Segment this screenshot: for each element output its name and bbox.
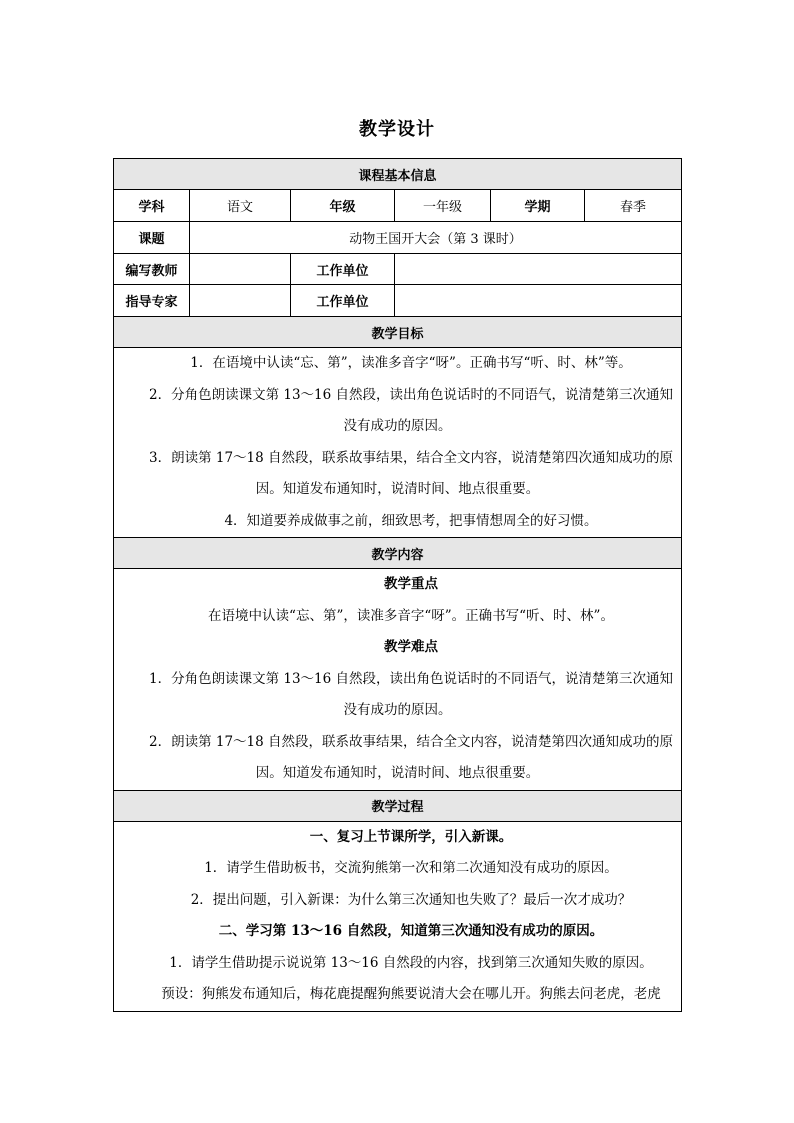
info-header: 课程基本信息 <box>114 159 682 190</box>
term-label: 学期 <box>491 190 585 222</box>
lesson-plan-table <box>113 158 682 1012</box>
process-header: 教学过程 <box>114 790 682 821</box>
objective-item: 3．朗读第 17～18 自然段，联系故事结果，结合全文内容，说清楚第四次通知成功的原因。知道发布通知时，说清时间、地点很重要。 <box>148 449 674 497</box>
document-title: 教学设计 <box>359 119 435 140</box>
key-points-label: 教学重点 <box>384 576 438 592</box>
content-header-row <box>114 538 682 569</box>
objectives-header-row <box>114 317 682 348</box>
info-row-subject <box>114 190 682 222</box>
process-item: 预设：狗熊发布通知后，梅花鹿提醒狗熊要说清大会在哪儿开。狗熊去问老虎，老虎 <box>161 986 661 1002</box>
process-section-title: 二、学习第 13～16 自然段，知道第三次通知没有成功的原因。 <box>218 923 604 939</box>
content-body <box>114 569 682 791</box>
objective-item: 2．分角色朗读课文第 13～16 自然段，读出角色说话时的不同语气，说清楚第三次通知没有成功的原因。 <box>148 386 674 434</box>
content-header: 教学内容 <box>114 538 682 569</box>
process-row <box>114 821 682 1011</box>
objectives-row <box>114 348 682 538</box>
topic-value: 动物王国开大会（第 3 课时） <box>190 222 682 254</box>
process-item: 1．请学生借助提示说说第 13～16 自然段的内容，找到第三次通知失败的原因。 <box>169 954 653 971</box>
process-body <box>114 821 682 1011</box>
process-section-title: 一、复习上节课所学，引入新课。 <box>309 828 513 845</box>
expert-label: 指导专家 <box>114 285 190 317</box>
objectives-body <box>114 348 682 538</box>
process-header-row <box>114 790 682 821</box>
teacher-value <box>190 254 291 285</box>
content-row <box>114 569 682 791</box>
info-header-row <box>114 159 682 190</box>
process-item: 2．提出问题，引入新课：为什么第三次通知也失败了？最后一次才成功？ <box>190 891 632 908</box>
process-item: 1．请学生借助板书，交流狗熊第一次和第二次通知没有成功的原因。 <box>204 860 618 876</box>
difficulty-item: 1．分角色朗读课文第 13～16 自然段，读出角色说话时的不同语气，说清楚第三次通知没有成功的原因。 <box>148 670 674 718</box>
teacher-unit-value <box>395 254 682 285</box>
key-points-text: 在语境中认读“忘、第”，读准多音字“呀”。正确书写“听、时、林”。 <box>208 607 614 624</box>
topic-label: 课题 <box>114 222 190 254</box>
grade-value: 一年级 <box>395 190 491 222</box>
objective-item: 1．在语境中认读“忘、第”，读准多音字“呀”。正确书写“听、时、林”等。 <box>190 355 632 371</box>
subject-value: 语文 <box>190 190 291 222</box>
subject-label: 学科 <box>114 190 190 222</box>
info-row-teacher <box>114 254 682 285</box>
expert-unit-label: 工作单位 <box>291 285 395 317</box>
info-row-topic <box>114 222 682 254</box>
difficulty-label: 教学难点 <box>384 639 438 655</box>
expert-value <box>190 285 291 317</box>
teacher-unit-label: 工作单位 <box>291 254 395 285</box>
grade-label: 年级 <box>291 190 395 222</box>
term-value: 春季 <box>585 190 682 222</box>
objectives-header: 教学目标 <box>114 317 682 348</box>
objective-item: 4．知道要养成做事之前，细致思考，把事情想周全的好习惯。 <box>224 512 598 529</box>
info-row-expert <box>114 285 682 317</box>
difficulty-item: 2．朗读第 17～18 自然段，联系故事结果，结合全文内容，说清楚第四次通知成功的原因。知道发布通知时，说清时间、地点很重要。 <box>148 733 674 781</box>
expert-unit-value <box>395 285 682 317</box>
teacher-label: 编写教师 <box>114 254 190 285</box>
